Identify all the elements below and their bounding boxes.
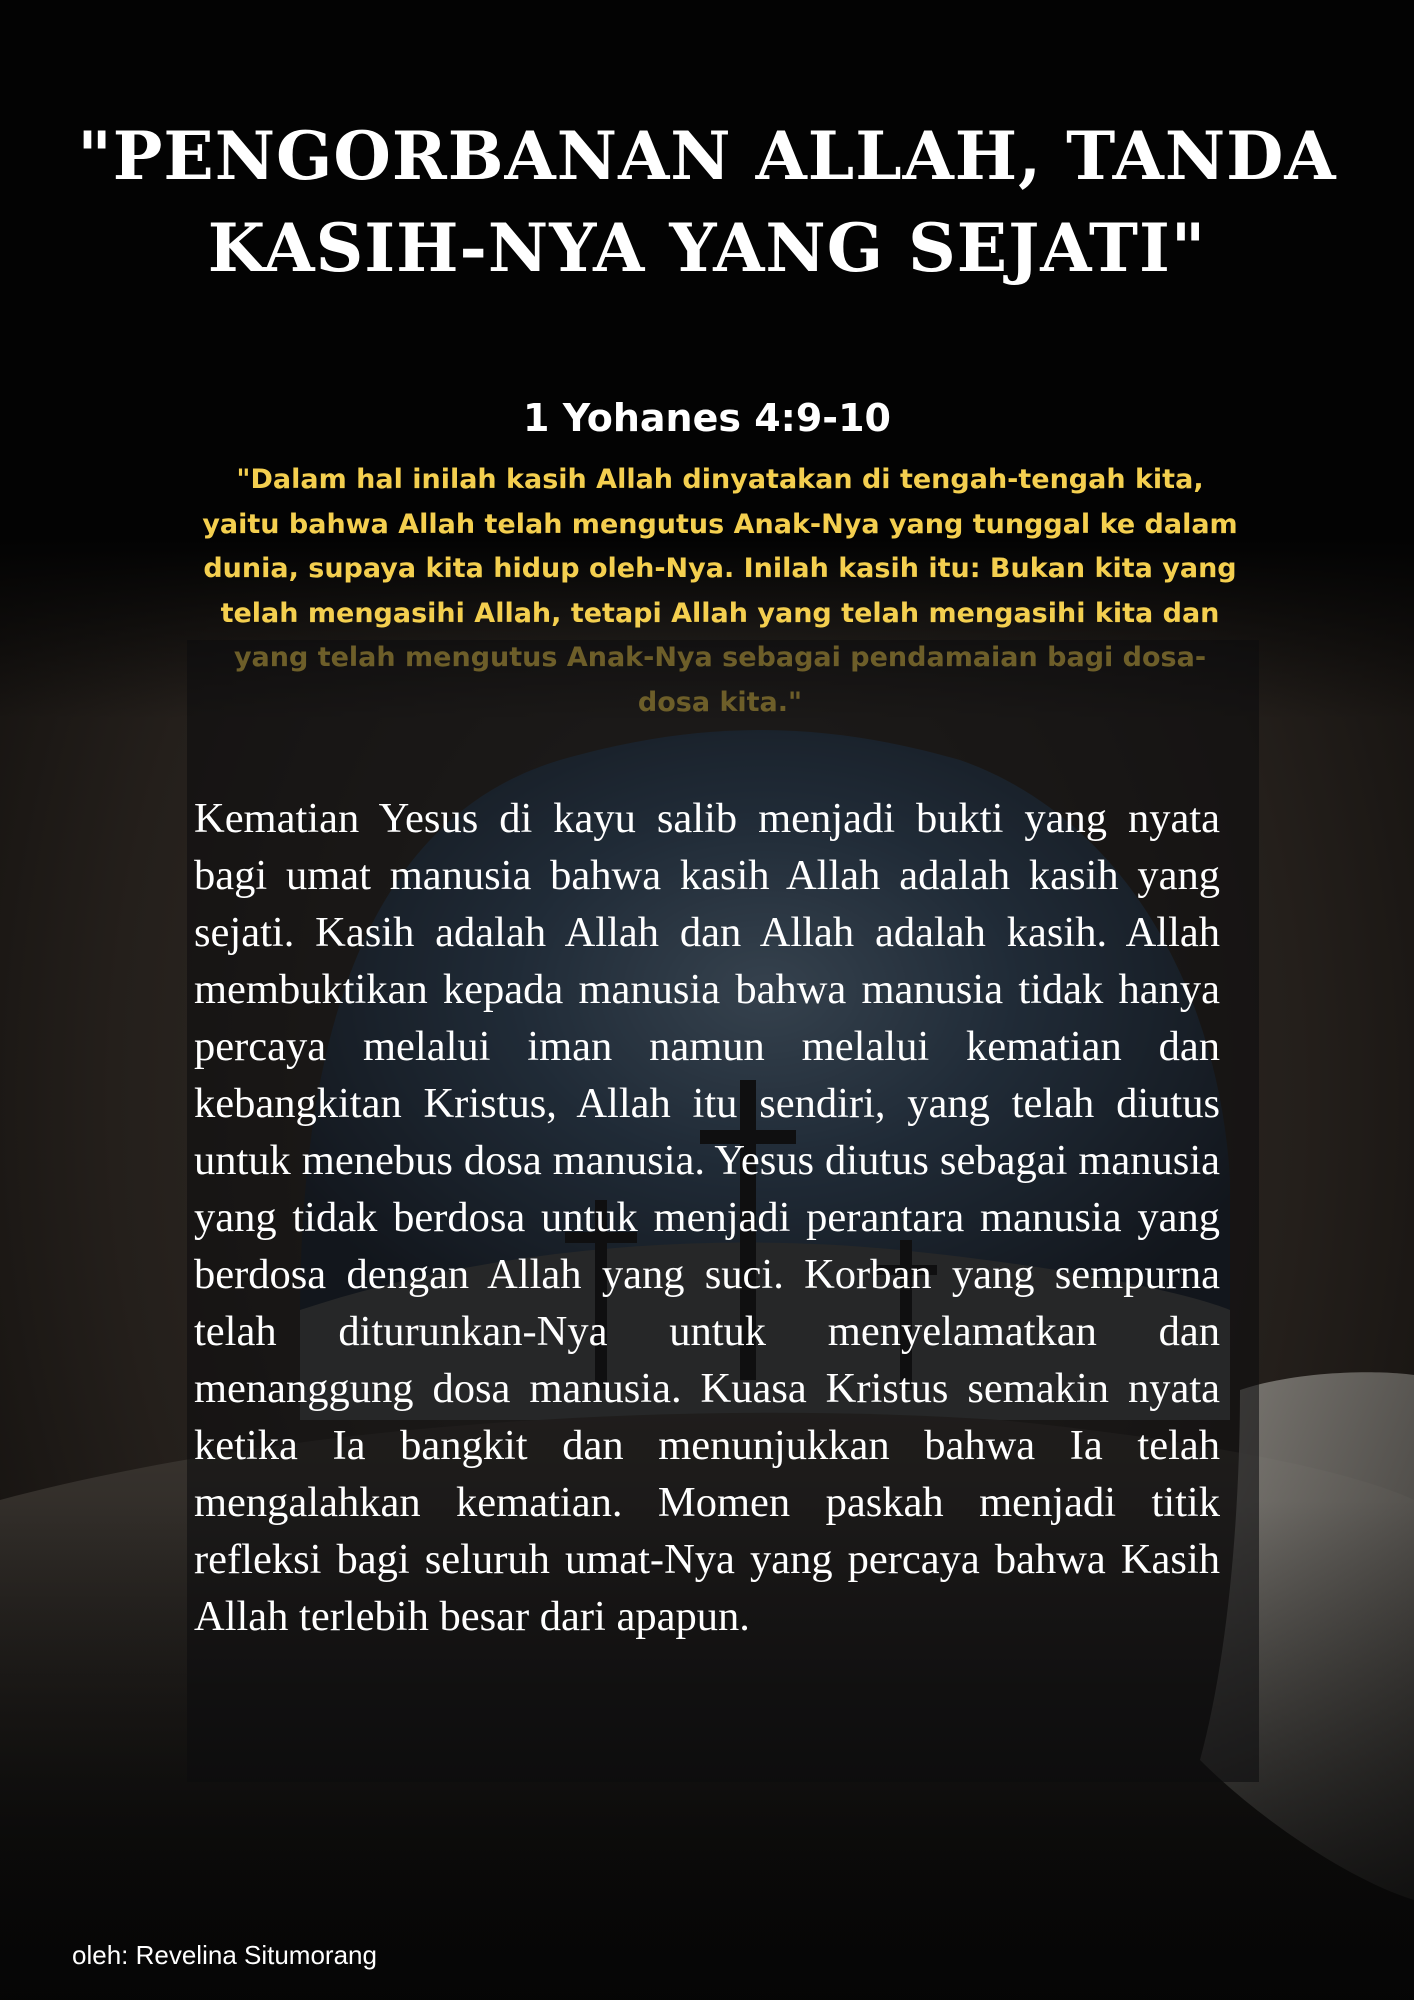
author-credit: oleh: Revelina Situmorang	[72, 1940, 377, 1970]
page-title: "PENGORBANAN ALLAH, TANDA KASIH-NYA YANG SEJATI"	[77, 117, 1337, 287]
scripture-verse: "Dalam hal inilah kasih Allah dinyatakan di tengah-tengah kita, yaitu bahwa Allah telah mengutus Anak-Nya yang tunggal ke dalam dunia, supaya kita hidup oleh-Nya. Inilah kasih itu: Bukan kita yang telah mengasihi Allah, tetapi Allah yang telah mengasihi kita dan	[202, 464, 1238, 629]
reflection-paragraph: Kematian Yesus di kayu salib menjadi bukti yang nyata bagi umat manusia bahwa kasih Allah adalah kasih yang sejati. Kasih adalah Allah dan Allah adalah kasih. Allah membuktikan kepada manusia bahwa manusia tidak hanya percaya melalui iman namun melalui kematian dan kebangkitan Kristus, Allah itu sendiri, yang telah diutus untuk menebus dosa manusia. Yesus diutus sebagai manusia yang tidak berdosa untuk menjadi perantara manusia yang berdosa dengan Allah yang suci. Korban yang sempurna telah diturunkan-Nya untuk menyelamatkan dan menanggung dosa manusia. Kuasa Kristus semakin nyata ketika Ia bangkit dan menunjukkan bahwa Ia telah mengalahkan kematian. Momen paskah menjadi titik refleksi bagi seluruh umat-Nya yang percaya bahwa Kasih Allah terlebih besar dari apapun.	[194, 795, 1220, 1640]
scripture-reference: 1 Yohanes 4:9-10	[523, 396, 891, 440]
